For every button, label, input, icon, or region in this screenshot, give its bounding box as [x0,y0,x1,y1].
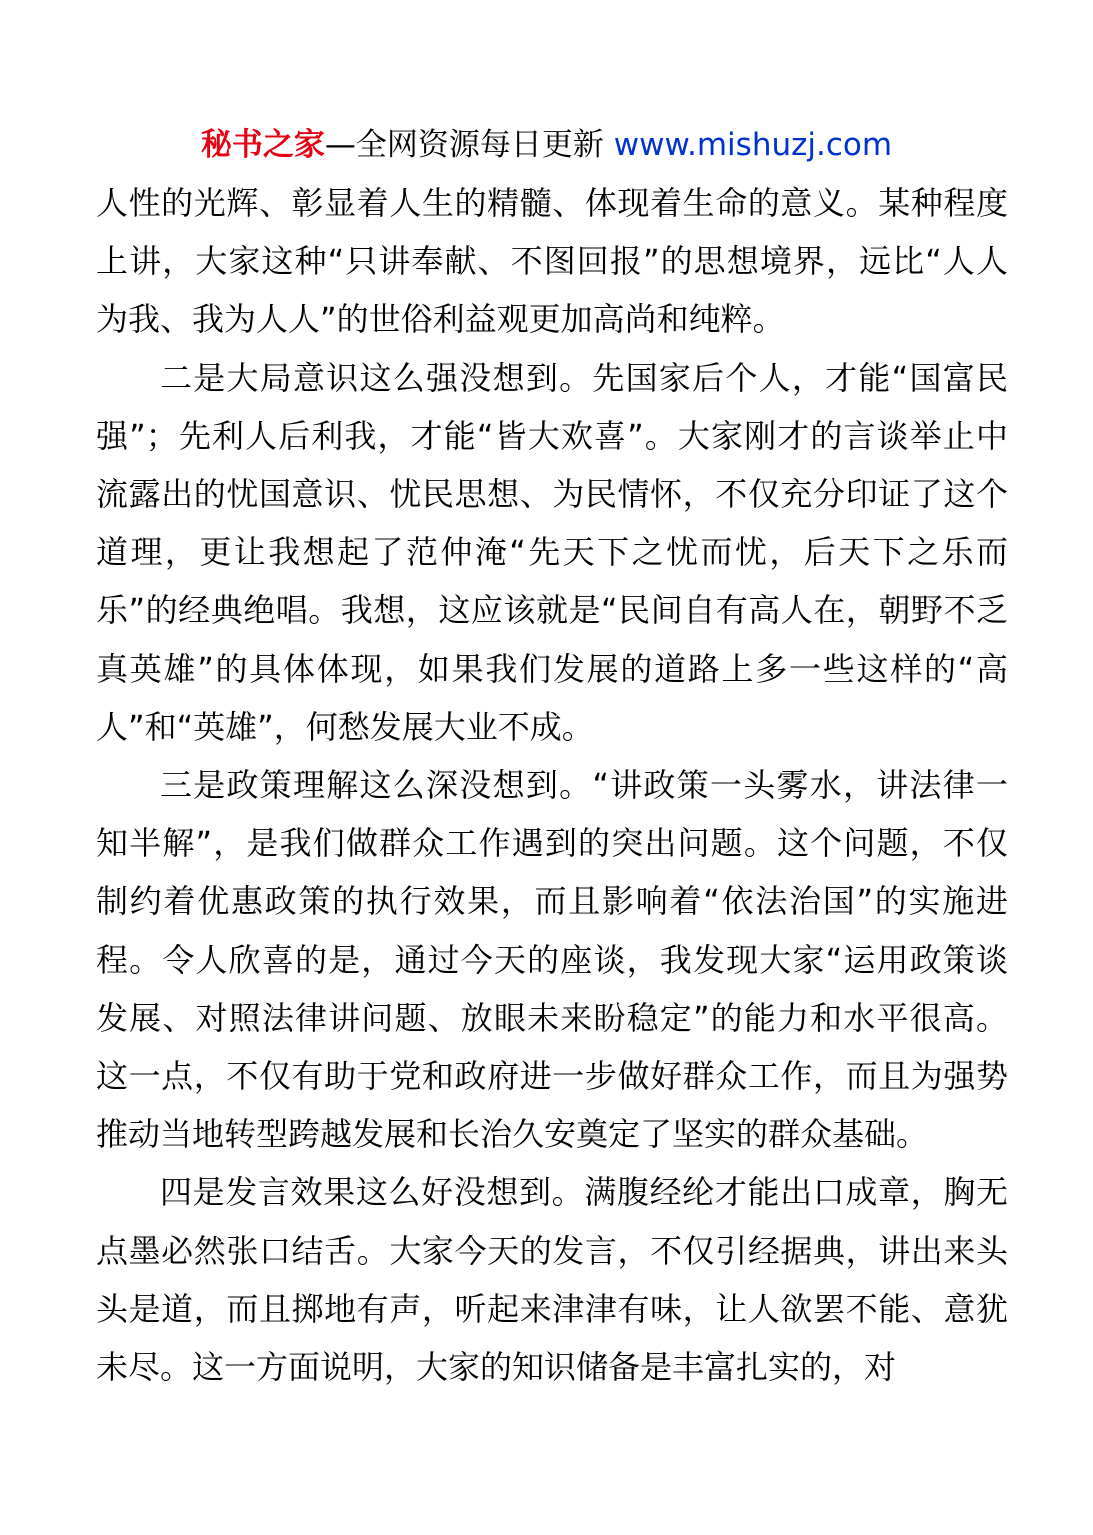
document-body [96,174,1008,1396]
paragraph-point-two: 二是大局意识这么强没想到。先国家后个人，才能“国富民强”；先利人后利我，才能“皆大欢喜”。大家刚才的言谈举止中流露出的忧国意识、忧民思想、为民情怀，不仅充分印证了这个道理，更让我想起了范仲淹“先天下之忧而忧，后天下之乐而乐”的经典绝唱。我想，这应该就是“民间自有高人在，朝野不乏真英雄”的具体体现，如果我们发展的道路上多一些这样的“高人”和“英雄”，何愁发展大业不成。 [96,358,1008,746]
brand-name: 秘书之家 [200,127,325,163]
site-header [0,122,1093,168]
paragraph-point-four: 四是发言效果这么好没想到。满腹经纶才能出口成章，胸无点墨必然张口结舌。大家今天的发言，不仅引经据典，讲出来头头是道，而且掷地有声，听起来津津有味，让人欲罢不能、意犹未尽。这一方面说明，大家的知识储备是丰富扎实的，对 [96,1173,1008,1387]
header-slogan: —全网资源每日更新 [324,127,614,163]
site-url-link[interactable]: www.mishuzj.com [613,127,893,163]
paragraph-point-three: 三是政策理解这么深没想到。“讲政策一头雾水，讲法律一知半解”，是我们做群众工作遇到的突出问题。这个问题，不仅制约着优惠政策的执行效果，而且影响着“依法治国”的实施进程。令人欣喜的是，通过今天的座谈，我发现大家“运用政策谈发展、对照法律讲问题、放眼未来盼稳定”的能力和水平很高。这一点，不仅有助于党和政府进一步做好群众工作，而且为强势推动当地转型跨越发展和长治久安奠定了坚实的群众基础。 [96,766,1008,1154]
paragraph-continuation: 人性的光辉、彰显着人生的精髓、体现着生命的意义。某种程度上讲，大家这种“只讲奉献、不图回报”的思想境界，远比“人人为我、我为人人”的世俗利益观更加高尚和纯粹。 [96,184,1008,339]
